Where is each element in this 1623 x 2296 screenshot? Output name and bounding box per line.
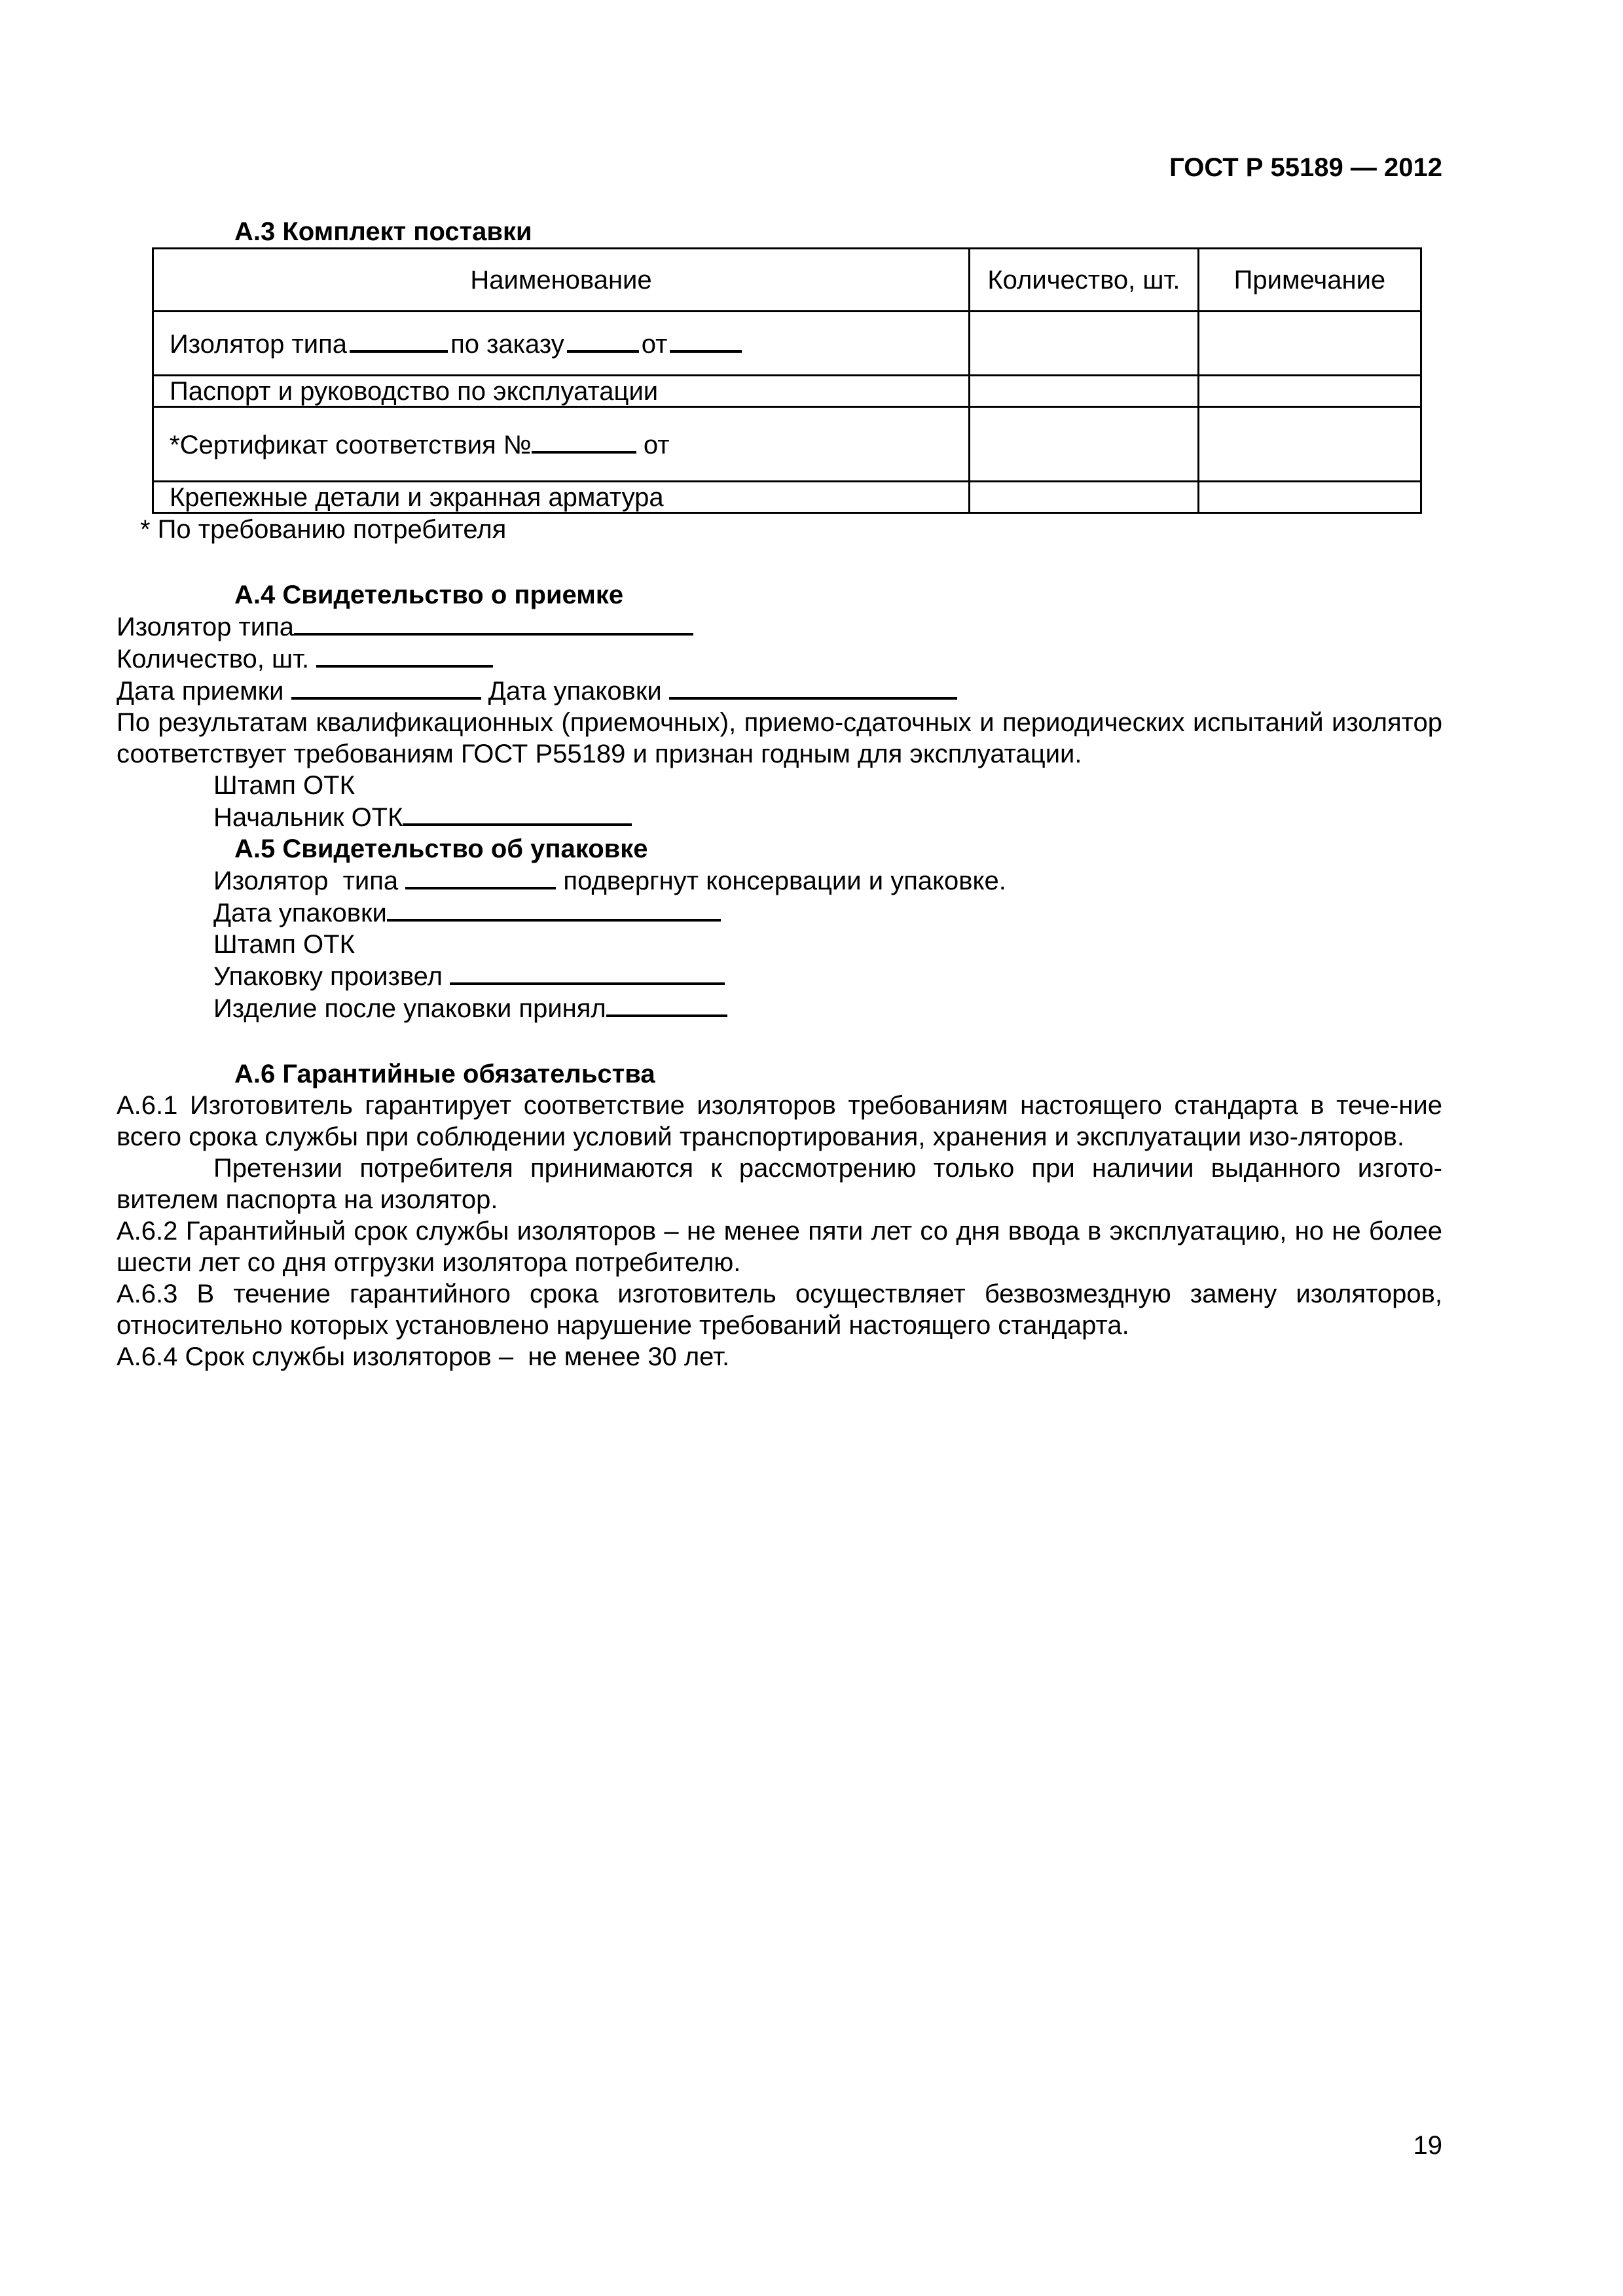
warranty-paragraph-4: А.6.4 Срок службы изоляторов – не менее 30 лет.	[117, 1342, 730, 1371]
table-cell-note	[1198, 312, 1421, 376]
col-header-name: Наименование	[153, 249, 970, 312]
acceptance-chief: Начальник ОТК	[117, 801, 1442, 833]
table-cell-name: *Сертификат соответствия № от	[153, 407, 970, 482]
blank-line	[567, 328, 639, 353]
page-number: 19	[1413, 2131, 1442, 2160]
blank-line	[291, 675, 481, 700]
table-cell-note	[1198, 376, 1421, 407]
blank-line	[405, 865, 556, 889]
acceptance-quantity: Количество, шт.	[117, 643, 1442, 675]
warranty-paragraph-1b: Претензии потребителя принимаются к рассмотрению только при наличии выданного изгото-вителем паспорта на изолятор.	[117, 1154, 1442, 1214]
table-cell-quantity	[969, 376, 1198, 407]
document-code: ГОСТ Р 55189 — 2012	[1169, 153, 1442, 182]
table-cell-name: Паспорт и руководство по эксплуатации	[153, 376, 970, 407]
table-cell-quantity	[969, 407, 1198, 482]
acceptance-insulator-type: Изолятор типа	[117, 611, 1442, 643]
section-a3-heading: А.3 Комплект поставки	[234, 217, 532, 246]
table-footnote: * По требованию потребителя	[140, 515, 507, 544]
table-cell-quantity	[969, 482, 1198, 513]
delivery-set-table	[152, 247, 1422, 514]
blank-line	[532, 429, 636, 454]
blank-line	[403, 801, 632, 826]
table-row	[153, 407, 1421, 482]
blank-line	[670, 328, 742, 353]
col-header-quantity: Количество, шт.	[969, 249, 1198, 312]
acceptance-conclusion: По результатам квалификационных (приемочных), приемо-сдаточных и периодических испытаний изолятор соответствует требованиям ГОСТ Р55189 и признан годным для эксплуатации.	[117, 708, 1442, 768]
packing-accepted-by: Изделие после упаковки принял	[117, 992, 1442, 1024]
blank-line	[450, 960, 725, 985]
page-content	[117, 216, 1442, 1372]
table-cell-quantity	[969, 312, 1198, 376]
table-cell-note	[1198, 407, 1421, 482]
blank-line	[316, 643, 493, 668]
section-a6-heading: А.6 Гарантийные обязательства	[234, 1060, 655, 1088]
acceptance-dates: Дата приемки Дата упаковки	[117, 675, 1442, 707]
packing-date: Дата упаковки	[117, 897, 1442, 929]
table-header-row	[153, 249, 1421, 312]
blank-line	[387, 897, 721, 922]
packing-packed-by: Упаковку произвел	[117, 960, 1442, 992]
blank-line	[294, 611, 693, 636]
warranty-paragraph-2: А.6.2 Гарантийный срок службы изоляторов – не менее пяти лет со дня ввода в эксплуатацию, но не более шести лет со дня отгрузки изолятора потребителю.	[117, 1217, 1442, 1277]
section-a4-heading: А.4 Свидетельство о приемке	[234, 581, 624, 609]
blank-line	[350, 328, 448, 353]
section-a5-heading: А.5 Свидетельство об упаковке	[234, 834, 648, 863]
warranty-paragraph-3: А.6.3 В течение гарантийного срока изготовитель осуществляет безвозмездную замену изоляторов, относительно которых установлено нарушение требований настоящего стандарта.	[117, 1280, 1442, 1340]
col-header-note: Примечание	[1198, 249, 1421, 312]
packing-stamp: Штамп ОТК	[213, 930, 355, 959]
table-row	[153, 482, 1421, 513]
blank-line	[669, 675, 957, 700]
acceptance-stamp: Штамп ОТК	[213, 771, 355, 800]
packing-insulator-type: Изолятор типа подвергнут консервации и упаковке.	[117, 865, 1442, 897]
table-row	[153, 312, 1421, 376]
table-row	[153, 376, 1421, 407]
blank-line	[606, 992, 727, 1017]
table-cell-name: Крепежные детали и экранная арматура	[153, 482, 970, 513]
table-cell-name: Изолятор типа по заказу от	[153, 312, 970, 376]
warranty-paragraph-1: А.6.1 Изготовитель гарантирует соответствие изоляторов требованиям настоящего стандарта в тече-ние всего срока службы при соблюдении условий транспортирования, хранения и эксплуатации изо-ляторов.	[117, 1091, 1442, 1151]
table-cell-note	[1198, 482, 1421, 513]
